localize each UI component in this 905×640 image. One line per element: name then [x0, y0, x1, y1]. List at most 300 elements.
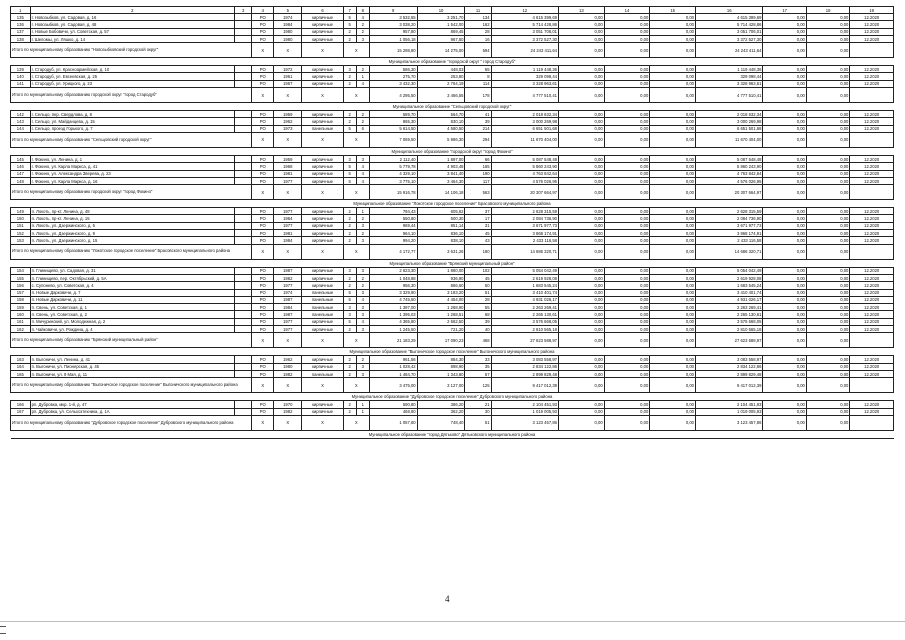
table-cell: 2 263 269,41 [696, 304, 763, 311]
table-cell: 5 [343, 289, 356, 296]
table-cell: г. Новозыбков, ул. Садовая, д. 16 [30, 14, 234, 21]
table-cell: 0,00 [558, 267, 604, 274]
table-cell: 12.2020 [850, 282, 894, 289]
table-cell: 0,00 [604, 66, 650, 73]
total-label: Итого по муниципальному образованию "Сельцовский городской округ" [11, 132, 252, 147]
table-cell: 3 576 668,05 [696, 318, 763, 325]
table-cell: РО [252, 326, 274, 333]
table-cell: 4 580,50 [417, 125, 465, 132]
table-cell: 0,00 [650, 296, 696, 303]
table-cell: 12.2020 [850, 177, 894, 184]
table-cell: 3 [356, 267, 369, 274]
total-cell: X [343, 185, 369, 200]
table-cell: 0,00 [763, 66, 806, 73]
total-cell: 0,00 [806, 43, 849, 58]
table-cell: кирпичные [302, 73, 343, 80]
total-cell: 594 [465, 43, 491, 58]
table-cell: 5 860 243,90 [696, 163, 763, 170]
table-cell: 0,00 [763, 356, 806, 363]
table-cell: 0,00 [650, 111, 696, 118]
table-row [11, 304, 894, 311]
table-cell: 2 [356, 230, 369, 237]
table-cell: 214 [465, 125, 491, 132]
total-cell: 125 [465, 378, 491, 393]
table-cell: 6 [356, 125, 369, 132]
table-cell [235, 311, 252, 318]
table-cell: 12.2020 [850, 73, 894, 80]
total-row [11, 132, 894, 147]
table-cell: 1967 [274, 80, 302, 87]
table-cell: 12.2020 [850, 35, 894, 42]
total-cell: 0,00 [806, 415, 849, 430]
total-cell: 7 069,50 [369, 132, 417, 147]
table-cell: 0,00 [806, 237, 849, 244]
column-number: 4 [252, 7, 274, 14]
table-cell: 0,00 [650, 304, 696, 311]
table-cell [235, 163, 252, 170]
table-row [11, 318, 894, 325]
table-cell: 2 018 632,34 [696, 111, 763, 118]
table-cell: 0,00 [806, 370, 849, 377]
table-cell: 0,00 [604, 267, 650, 274]
table-cell: 2 810 565,18 [491, 326, 558, 333]
total-cell: 0,00 [806, 378, 849, 393]
table-cell [235, 28, 252, 35]
table-cell: 12.2020 [850, 304, 894, 311]
table-row [11, 237, 894, 244]
table-cell: 605,62 [417, 208, 465, 215]
table-cell: 12.2020 [850, 274, 894, 281]
table-cell: 0,00 [806, 318, 849, 325]
table-cell: кирпичные [302, 356, 343, 363]
table-cell: 3 329,90 [369, 289, 417, 296]
table-cell: 1980 [274, 35, 302, 42]
table-cell: 165 [11, 370, 31, 377]
table-cell: 5 [343, 125, 356, 132]
table-cell: 1 056,18 [369, 35, 417, 42]
table-cell: 0,00 [650, 311, 696, 318]
table-cell: 956,30 [369, 282, 417, 289]
column-number: 13 [558, 7, 604, 14]
table-cell: 0,00 [806, 80, 849, 87]
table-cell: 55 [465, 66, 491, 73]
table-cell: 12.2020 [850, 289, 894, 296]
table-cell [235, 274, 252, 281]
total-label: Итого по муниципальному образованию "Брянский муниципальный район" [11, 333, 252, 348]
table-cell: 0,00 [650, 28, 696, 35]
table-cell: 147 [11, 170, 31, 177]
column-number: 14 [604, 7, 650, 14]
table-cell: РО [252, 125, 274, 132]
table-cell: 35 [465, 363, 491, 370]
table-cell: 0,00 [806, 311, 849, 318]
table-cell: 0,00 [604, 155, 650, 162]
table-cell: 3 [343, 155, 356, 162]
table-cell: 4 903,48 [417, 163, 465, 170]
table-cell: 0,00 [806, 363, 849, 370]
table-cell: 0,00 [604, 230, 650, 237]
table-cell: 5 054 042,49 [491, 267, 558, 274]
table-cell: 1987 [274, 311, 302, 318]
table-cell: РО [252, 66, 274, 73]
section-header-row [11, 259, 894, 267]
table-cell: 3 372 527,30 [491, 35, 558, 42]
table-cell: РО [252, 155, 274, 162]
total-cell: 0,00 [763, 185, 806, 200]
total-cell: X [302, 415, 343, 430]
total-cell: 0,00 [650, 378, 696, 393]
table-cell: 163 [11, 356, 31, 363]
table-cell: 141 [11, 80, 31, 87]
table-cell: 3 [356, 289, 369, 296]
table-cell: 1 397,00 [369, 304, 417, 311]
table-cell: 0,00 [806, 14, 849, 21]
total-cell: X [252, 244, 274, 259]
table-cell: 253,80 [417, 73, 465, 80]
table-cell: 1962 [274, 118, 302, 125]
table-cell: РО [252, 237, 274, 244]
table-cell: 0,00 [763, 370, 806, 377]
section-header: Муниципальное образование "городской округ " город Стародуб" [11, 58, 894, 66]
table-cell: 0,00 [558, 73, 604, 80]
total-cell: 14 275,00 [417, 43, 465, 58]
table-cell [235, 21, 252, 28]
table-cell: 0,00 [806, 296, 849, 303]
table-cell: 2 [356, 356, 369, 363]
total-cell: X [343, 378, 369, 393]
table-cell: кирпичные [302, 363, 343, 370]
section-header-row [11, 58, 894, 66]
table-cell: 2 662,50 [417, 318, 465, 325]
table-cell: 165 [465, 163, 491, 170]
table-cell: 0,00 [650, 35, 696, 42]
table-cell: п. Новые Дарковичи, д. 7 [30, 289, 234, 296]
table-cell: 2 810 565,18 [696, 326, 763, 333]
table-cell: кирпичные [302, 222, 343, 229]
table-cell: 2 [343, 237, 356, 244]
table-cell [235, 208, 252, 215]
table-cell: 967,50 [417, 35, 465, 42]
total-cell: X [274, 185, 302, 200]
table-cell: 12.2020 [850, 267, 894, 274]
table-cell: 0,00 [604, 35, 650, 42]
total-cell: X [274, 132, 302, 147]
table-cell: 0,00 [763, 237, 806, 244]
table-cell: 0,00 [650, 230, 696, 237]
table-cell: 2 619 928,08 [696, 274, 763, 281]
table-cell: 162 [11, 326, 31, 333]
total-cell: 1 057,60 [369, 415, 417, 430]
table-row [11, 170, 894, 177]
table-cell: 4 615 399,69 [491, 14, 558, 21]
table-cell: 329 098,44 [491, 73, 558, 80]
total-cell: 4 295,50 [369, 88, 417, 103]
table-cell: панельные [302, 311, 343, 318]
table-cell: РО [252, 363, 274, 370]
table-cell: 1 [356, 401, 369, 408]
table-cell: 5 860 243,90 [491, 163, 558, 170]
table-cell: 0,00 [604, 215, 650, 222]
table-cell: РО [252, 111, 274, 118]
table-cell: 16 [465, 35, 491, 42]
table-cell: 0,00 [604, 14, 650, 21]
table-cell: 2 [356, 282, 369, 289]
table-cell: РО [252, 73, 274, 80]
table-cell: 0,00 [806, 356, 849, 363]
table-cell: 146 [11, 163, 31, 170]
table-cell: 12.2020 [850, 318, 894, 325]
table-cell: 1964 [274, 215, 302, 222]
table-cell: 794,43 [369, 208, 417, 215]
table-cell: 0,00 [650, 66, 696, 73]
table-cell: 51 [465, 289, 491, 296]
table-cell: 28 [465, 296, 491, 303]
total-cell: 0,00 [650, 132, 696, 147]
table-cell: 2 619 928,08 [491, 274, 558, 281]
table-cell: 0,00 [558, 215, 604, 222]
table-cell: 4 329,10 [369, 170, 417, 177]
total-cell: 0,00 [558, 244, 604, 259]
table-cell: 151 [11, 222, 31, 229]
table-cell: г. Сельцо, проезд Горького, д. 7 [30, 125, 234, 132]
table-cell: РО [252, 282, 274, 289]
section-header: Муниципальное образование "Дубровское городское поселение" Дубровского муниципального района [11, 393, 894, 401]
table-cell: 1 268,90 [417, 304, 465, 311]
table-cell: 0,00 [558, 408, 604, 415]
total-cell: 20 307 664,97 [696, 185, 763, 200]
table-cell: 1 245,50 [369, 326, 417, 333]
table-cell: 0,00 [806, 118, 849, 125]
table-cell: 5 [343, 14, 356, 21]
table-cell: 3 410 401,74 [491, 289, 558, 296]
column-number: 2 [30, 7, 234, 14]
total-cell-empty [850, 88, 894, 103]
column-number: 11 [465, 7, 491, 14]
table-cell: 0,00 [604, 170, 650, 177]
table-cell: 114 [465, 80, 491, 87]
table-cell: 836,10 [417, 230, 465, 237]
table-cell: 164 [11, 363, 31, 370]
total-cell-empty [850, 132, 894, 147]
table-row [11, 118, 894, 125]
total-cell: X [274, 43, 302, 58]
table-cell: 2 [356, 21, 369, 28]
table-cell: 1962 [274, 356, 302, 363]
table-cell: п. Локоть, ул. Дзержинского, д. 9 [30, 230, 234, 237]
table-cell: 386,20 [417, 401, 465, 408]
table-cell: 4 763 842,64 [491, 170, 558, 177]
total-cell: 294 [465, 132, 491, 147]
table-cell: 33 [465, 356, 491, 363]
table-cell: 0,00 [650, 318, 696, 325]
table-cell: 28 [465, 28, 491, 35]
column-number: 6 [302, 7, 343, 14]
table-cell: 4 [356, 80, 369, 87]
section-header: Муниципальное образование "Брянский муниципальный район" [11, 259, 894, 267]
table-cell: 3 051 706,01 [696, 28, 763, 35]
table-cell: п. Выгоничи, ул. Пионерская, д. 45 [30, 363, 234, 370]
table-cell: 0,00 [806, 163, 849, 170]
total-cell: 5 986,30 [417, 132, 465, 147]
table-cell: 0,00 [650, 80, 696, 87]
total-cell: X [274, 244, 302, 259]
table-row [11, 267, 894, 274]
table-cell: 0,00 [763, 28, 806, 35]
table-cell: 6 651 501,68 [696, 125, 763, 132]
table-cell: 12.2020 [850, 370, 894, 377]
table-cell: РО [252, 296, 274, 303]
table-cell: 2 [343, 274, 356, 281]
table-cell: РО [252, 35, 274, 42]
table-cell: 31 [465, 222, 491, 229]
table-cell: 721,20 [417, 326, 465, 333]
table-cell: 167 [11, 408, 31, 415]
total-cell: X [343, 132, 369, 147]
total-cell: 24 243 411,64 [491, 43, 558, 58]
table-cell: 2 623,30 [369, 267, 417, 274]
section-header-row [11, 393, 894, 401]
table-cell: 4 365,80 [369, 318, 417, 325]
total-cell: X [343, 43, 369, 58]
table-cell: 135 [11, 14, 31, 21]
total-cell: X [302, 378, 343, 393]
table-cell: 448,03 [417, 66, 465, 73]
table-cell: 2 265 130,61 [491, 311, 558, 318]
table-cell: 3 [356, 35, 369, 42]
total-row [11, 333, 894, 348]
table-cell: 158 [11, 296, 31, 303]
total-cell: 0,00 [763, 244, 806, 259]
table-cell: 2 084 736,90 [696, 215, 763, 222]
table-cell: 5 [343, 318, 356, 325]
table-cell: 0,00 [806, 155, 849, 162]
table-cell [235, 408, 252, 415]
table-cell: РО [252, 208, 274, 215]
table-row [11, 326, 894, 333]
total-cell: 27 623 588,97 [491, 333, 558, 348]
table-cell: кирпичные [302, 170, 343, 177]
total-cell: X [343, 88, 369, 103]
table-cell: 2 [343, 35, 356, 42]
table-cell: г. Стародуб, ул. Евсеевская, д. 25 [30, 73, 234, 80]
table-cell: 1 028,42 [369, 363, 417, 370]
table-cell: 0,00 [806, 401, 849, 408]
table-cell: 12.2020 [850, 155, 894, 162]
total-cell: 0,00 [650, 333, 696, 348]
table-cell: 0,00 [604, 21, 650, 28]
table-cell: РО [252, 170, 274, 177]
total-cell: 20 307 664,97 [491, 185, 558, 200]
table-cell: 12.2020 [850, 222, 894, 229]
table-cell: 0,00 [558, 111, 604, 118]
table-cell: г. Сельцо, пер. Свердлова, д. 8 [30, 111, 234, 118]
table-cell: 0,00 [604, 318, 650, 325]
table-cell: 1959 [274, 111, 302, 118]
table-cell: 0,00 [558, 318, 604, 325]
table-cell: 0,00 [558, 35, 604, 42]
table-cell: 143 [11, 118, 31, 125]
table-cell: 0,00 [650, 208, 696, 215]
table-cell: 0,00 [763, 170, 806, 177]
table-cell: 1974 [274, 14, 302, 21]
total-cell: 0,00 [650, 415, 696, 430]
table-cell: 1981 [274, 170, 302, 177]
table-row [11, 230, 894, 237]
column-number: 17 [763, 7, 806, 14]
table-cell: 157 [11, 289, 31, 296]
table-cell: РО [252, 370, 274, 377]
table-cell: 144 [11, 125, 31, 132]
table-cell: 4 [356, 318, 369, 325]
table-cell: 0,00 [763, 296, 806, 303]
table-cell: 1 542,00 [417, 21, 465, 28]
column-number: 5 [274, 7, 302, 14]
total-cell: X [252, 378, 274, 393]
table-cell: 5 054 042,49 [696, 267, 763, 274]
total-cell: 15 298,80 [369, 43, 417, 58]
table-cell: 134 [465, 14, 491, 21]
table-cell: 0,00 [650, 118, 696, 125]
table-cell: 2 [343, 230, 356, 237]
total-cell: 0,00 [806, 88, 849, 103]
table-cell: 2 834 122,86 [491, 363, 558, 370]
table-cell: 0,00 [604, 363, 650, 370]
total-row [11, 415, 894, 430]
table-cell: 1972 [274, 66, 302, 73]
table-cell [235, 118, 252, 125]
table-cell [235, 215, 252, 222]
column-number: 16 [696, 7, 763, 14]
table-cell [235, 35, 252, 42]
table-cell: 3 868 174,91 [696, 230, 763, 237]
table-cell [235, 80, 252, 87]
table-cell: 161 [11, 318, 31, 325]
table-cell: 0,00 [763, 155, 806, 162]
total-label: Итого по муниципальному образованию "Выгоничское городское поселение" Выгоничского муниципального района [11, 378, 252, 393]
table-cell: 0,00 [763, 21, 806, 28]
table-cell: 0,00 [806, 66, 849, 73]
table-cell: 155 [11, 274, 31, 281]
table-cell: г. Фокино, ул. Карла Маркса, д. 16 [30, 177, 234, 184]
table-cell: 3 868 174,91 [491, 230, 558, 237]
total-cell: 9 417 012,39 [491, 378, 558, 393]
table-cell: 1977 [274, 208, 302, 215]
table-cell: 0,00 [558, 155, 604, 162]
table-cell: 2 [343, 28, 356, 35]
table-cell: 3 [356, 304, 369, 311]
table-cell: РО [252, 267, 274, 274]
table-cell: 0,00 [604, 237, 650, 244]
table-cell: 0,00 [558, 28, 604, 35]
table-cell: 140 [11, 73, 31, 80]
table-row [11, 356, 894, 363]
table-cell: 0,00 [806, 274, 849, 281]
table-cell: 0,00 [763, 208, 806, 215]
table-cell: 3 [356, 222, 369, 229]
table-row [11, 208, 894, 215]
column-number: 9 [369, 7, 417, 14]
table-cell: 329 098,44 [696, 73, 763, 80]
table-cell [235, 111, 252, 118]
table-cell: 0,00 [558, 177, 604, 184]
table-cell: 0,00 [763, 318, 806, 325]
total-cell: 0,00 [763, 378, 806, 393]
table-row [11, 155, 894, 162]
total-cell: X [252, 185, 274, 200]
table-cell: 5 [343, 163, 356, 170]
total-cell: 24 243 411,64 [696, 43, 763, 58]
table-cell: 0,00 [604, 311, 650, 318]
